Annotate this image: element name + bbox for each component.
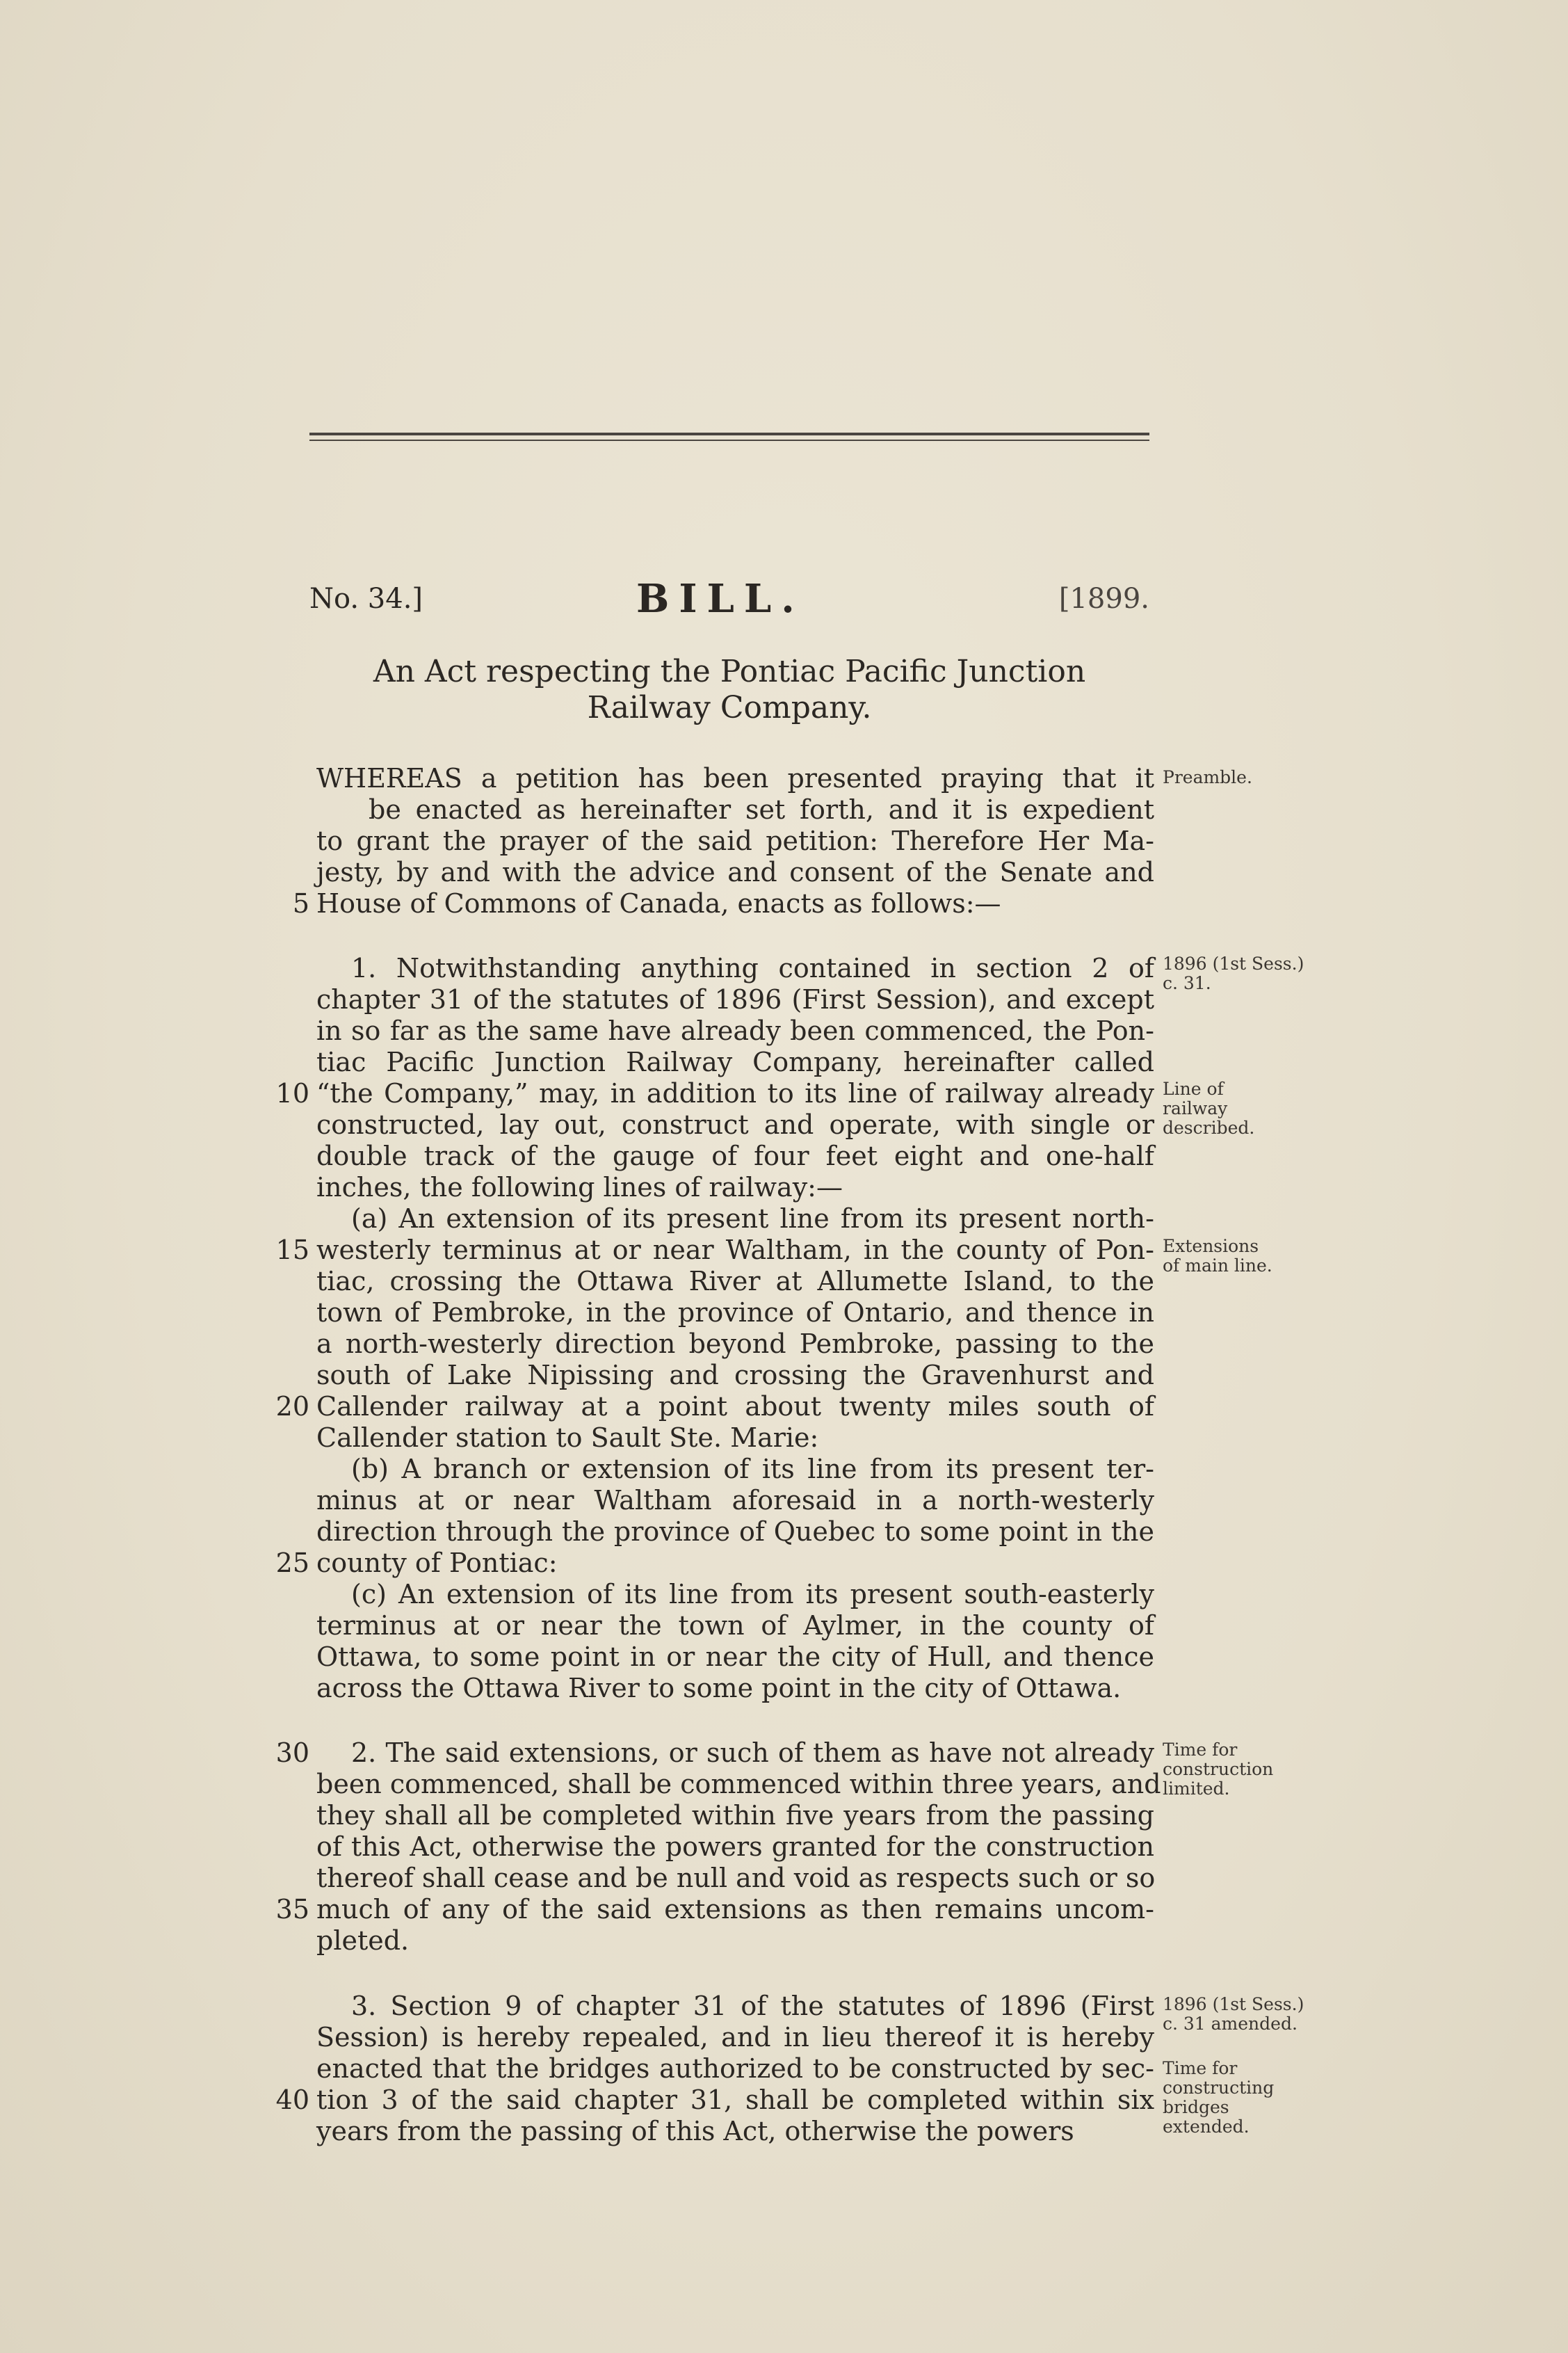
text-line: 1. Notwithstanding anything contained in section 2 of — [351, 953, 1154, 983]
text-line: (c) An extension of its line from its present south-easterly — [351, 1579, 1154, 1609]
text-line: years from the passing of this Act, otherwise the powers — [316, 2116, 1074, 2146]
text-line: terminus at or near the town of Aylmer, in the county of — [316, 1610, 1154, 1641]
margin-note: Time for constructing bridges extended. — [1163, 2058, 1275, 2137]
act-title-line: Railway Company. — [587, 690, 872, 725]
text-line: pleted. — [316, 1925, 410, 1956]
text-line: “the Company,” may, in addition to its line of railway already — [316, 1078, 1154, 1109]
text-line: Callender station to Sault Ste. Marie: — [316, 1422, 819, 1453]
text-line: thereof shall cease and be null and void as respects such or so — [316, 1863, 1156, 1893]
line-number: 25 — [275, 1548, 309, 1578]
text-line: tiac, crossing the Ottawa River at Allumette Island, to the — [316, 1266, 1154, 1296]
text-line: House of Commons of Canada, enacts as follows:— — [316, 888, 1001, 919]
line-number: 35 — [275, 1894, 309, 1925]
act-title-line: An Act respecting the Pontiac Pacific Junction — [373, 654, 1086, 689]
text-line: Ottawa, to some point in or near the city of Hull, and thence — [316, 1641, 1154, 1672]
text-line: to grant the prayer of the said petition: Therefore Her Ma- — [316, 826, 1154, 856]
text-line: tion 3 of the said chapter 31, shall be completed within six — [316, 2085, 1154, 2115]
bill-number: No. 34.] — [309, 583, 423, 615]
margin-note: 1896 (1st Sess.) c. 31 amended. — [1163, 1994, 1304, 2034]
top-rule-thin — [309, 440, 1149, 441]
line-number: 5 — [292, 888, 309, 919]
text-line: enacted that the bridges authorized to be constructed by sec- — [316, 2053, 1154, 2084]
line-number: 40 — [275, 2085, 309, 2115]
text-line: inches, the following lines of railway:— — [316, 1172, 843, 1203]
text-line: chapter 31 of the statutes of 1896 (First Session), and except — [316, 984, 1154, 1015]
text-line: been commenced, shall be commenced within three years, and — [316, 1769, 1161, 1799]
text-line: in so far as the same have already been commenced, the Pon- — [316, 1015, 1154, 1046]
bill-heading: BILL. — [636, 576, 805, 622]
text-line: be enacted as hereinafter set forth, and it is expedient — [369, 794, 1154, 825]
margin-note: 1896 (1st Sess.) c. 31. — [1163, 954, 1304, 993]
text-line: tiac Pacific Junction Railway Company, hereinafter called — [316, 1047, 1154, 1077]
text-line: town of Pembroke, in the province of Ontario, and thence in — [316, 1297, 1154, 1328]
text-line: WHEREAS a petition has been presented praying that it — [316, 763, 1154, 794]
top-rule — [309, 433, 1149, 435]
text-line: direction through the province of Quebec to some point in the — [316, 1516, 1154, 1547]
margin-note: Preamble. — [1163, 767, 1252, 787]
margin-note: Extensions of main line. — [1163, 1236, 1272, 1276]
text-line: Session) is hereby repealed, and in lieu thereof it is hereby — [316, 2022, 1154, 2053]
bill-header — [309, 576, 1149, 625]
text-line: Callender railway at a point about twenty miles south of — [316, 1391, 1154, 1422]
text-line: across the Ottawa River to some point in the city of Ottawa. — [316, 1673, 1122, 1703]
text-line: 2. The said extensions, or such of them as have not already — [351, 1737, 1154, 1768]
line-number: 20 — [275, 1391, 309, 1422]
text-line: a north-westerly direction beyond Pembroke, passing to the — [316, 1328, 1154, 1359]
text-line: minus at or near Waltham aforesaid in a north-westerly — [316, 1485, 1154, 1516]
act-title — [309, 654, 1149, 726]
text-line: constructed, lay out, construct and operate, with single or — [316, 1109, 1154, 1140]
line-number: 10 — [275, 1078, 309, 1109]
text-line: south of Lake Nipissing and crossing the Gravenhurst and — [316, 1360, 1154, 1390]
text-line: double track of the gauge of four feet eight and one-half — [316, 1141, 1154, 1171]
text-line: (b) A branch or extension of its line from its present ter- — [351, 1454, 1154, 1484]
text-line: of this Act, otherwise the powers granted for the construction — [316, 1831, 1154, 1862]
text-line: county of Pontiac: — [316, 1548, 558, 1578]
text-line: much of any of the said extensions as then remains uncom- — [316, 1894, 1154, 1925]
bill-year: [1899. — [1058, 583, 1149, 615]
text-line: 3. Section 9 of chapter 31 of the statutes of 1896 (First — [351, 1991, 1154, 2021]
text-line: they shall all be completed within five years from the passing — [316, 1800, 1154, 1831]
line-number: 15 — [275, 1235, 309, 1265]
text-line: jesty, by and with the advice and consent of the Senate and — [316, 857, 1154, 888]
margin-note: Time for construction limited. — [1163, 1740, 1274, 1799]
text-line: (a) An extension of its present line from its present north- — [351, 1203, 1154, 1234]
text-line: westerly terminus at or near Waltham, in the county of Pon- — [316, 1235, 1154, 1265]
margin-note: Line of railway described. — [1163, 1079, 1255, 1138]
line-number: 30 — [275, 1737, 309, 1768]
